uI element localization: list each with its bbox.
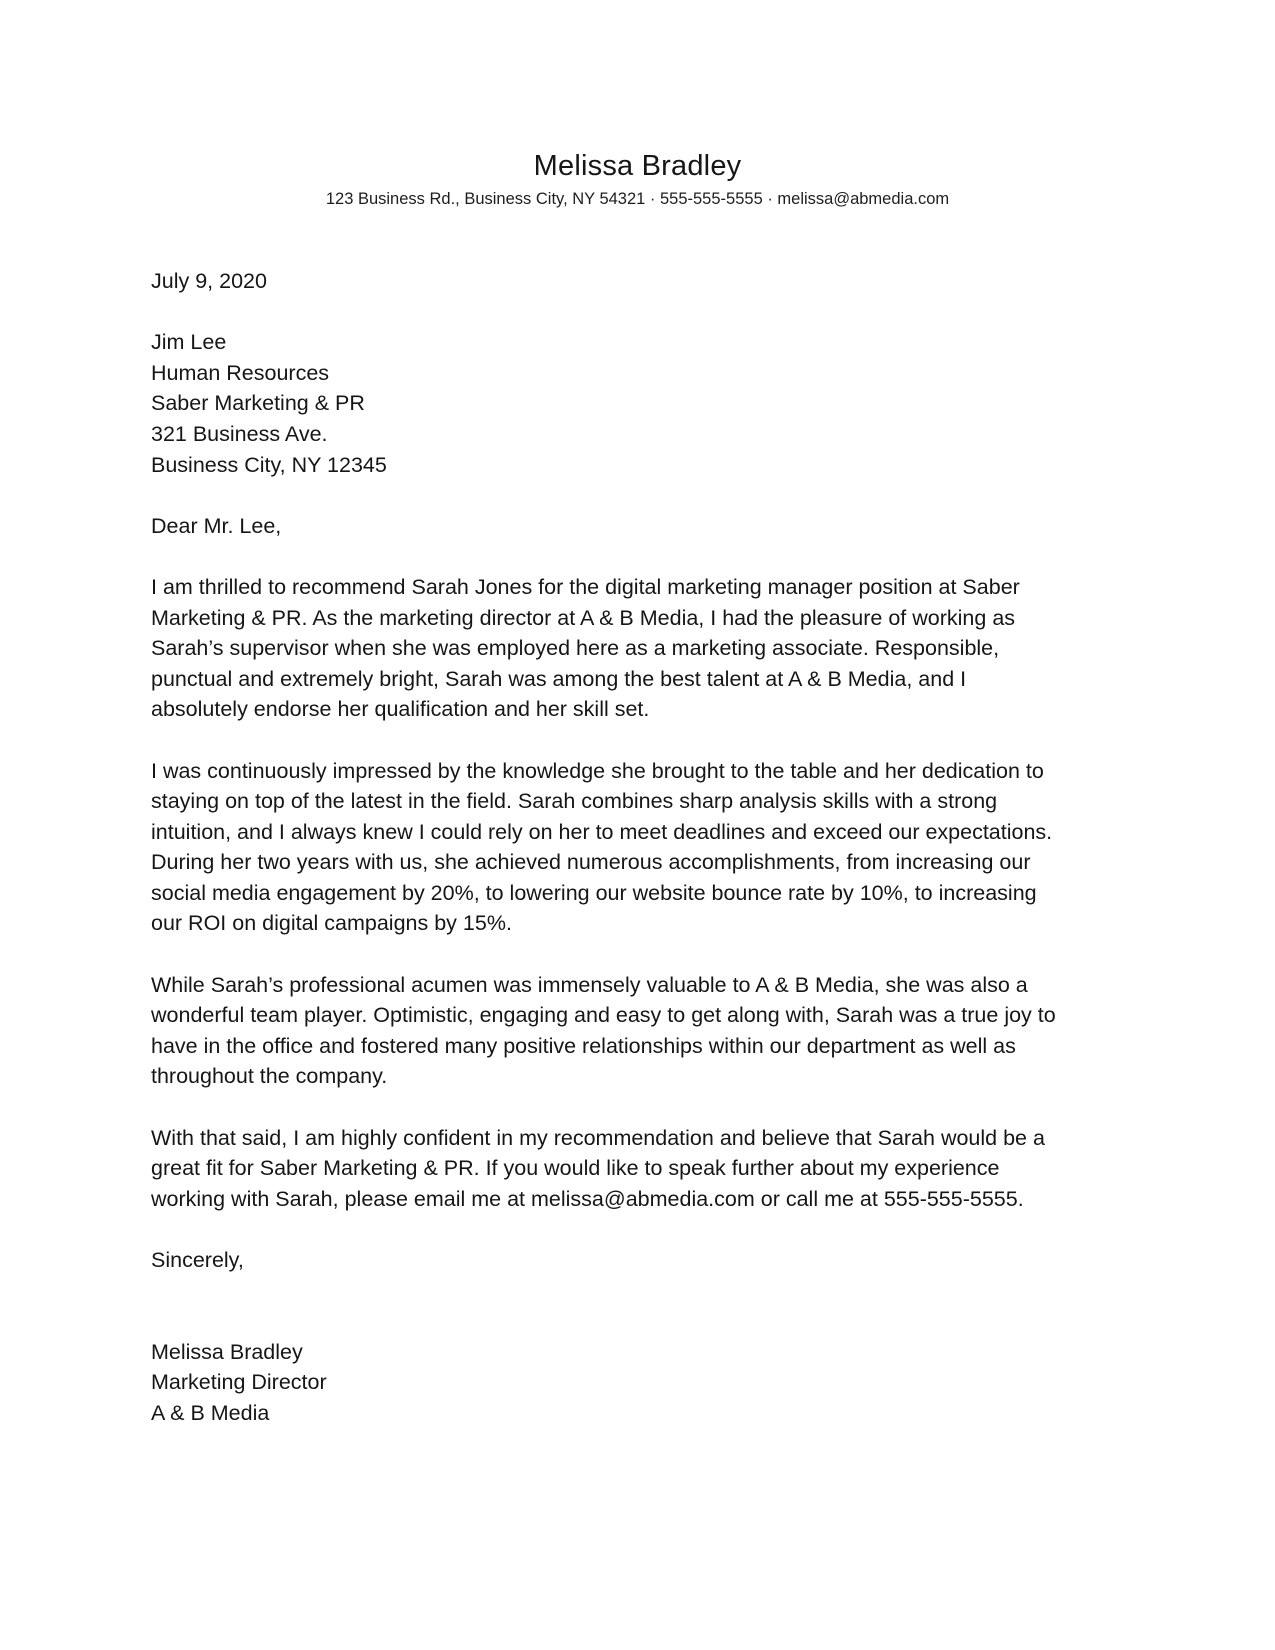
letter-date <box>151 266 1126 297</box>
closing-line: Sincerely, <box>151 1248 244 1272</box>
letter-body <box>151 266 1126 1428</box>
closing <box>151 1245 1126 1276</box>
recipient-line: Business City, NY 12345 <box>151 452 387 477</box>
paragraph-line: wonderful team player. Optimistic, engaging and easy to get along with, Sarah was a true joy to <box>151 1003 1056 1028</box>
paragraph-line: While Sarah’s professional acumen was immensely valuable to A & B Media, she was also a <box>151 972 1028 997</box>
letterhead <box>0 148 1275 210</box>
paragraph-line: I was continuously impressed by the knowledge she brought to the table and her dedication to <box>151 758 1044 783</box>
paragraph-line: punctual and extremely bright, Sarah was among the best talent at A & B Media, and I <box>151 666 967 691</box>
paragraph-line: Sarah’s supervisor when she was employed here as a marketing associate. Responsible, <box>151 636 1000 661</box>
paragraph-line: great fit for Saber Marketing & PR. If you would like to speak further about my experience <box>151 1156 1000 1181</box>
paragraph-line: social media engagement by 20%, to lowering our website bounce rate by 10%, to increasing <box>151 880 1037 905</box>
paragraph-line: our ROI on digital campaigns by 15%. <box>151 911 512 936</box>
paragraph-1 <box>151 572 1126 725</box>
paragraph-line: intuition, and I always knew I could rely on her to meet deadlines and exceed our expectations. <box>151 819 1053 844</box>
date-line: July 9, 2020 <box>151 269 267 293</box>
paragraph-2 <box>151 756 1126 940</box>
paragraph-line: have in the office and fostered many positive relationships within our department as well as <box>151 1033 1016 1058</box>
salutation <box>151 511 1126 542</box>
recipient-line: 321 Business Ave. <box>151 421 328 446</box>
recipient-line: Human Resources <box>151 360 330 385</box>
sender-name-heading: Melissa Bradley <box>533 150 742 182</box>
recipient-line: Jim Lee <box>151 330 227 355</box>
paragraph-line: working with Sarah, please email me at melissa@abmedia.com or call me at 555-555-5555. <box>151 1186 1024 1211</box>
paragraph-4 <box>151 1123 1126 1215</box>
paragraph-line: With that said, I am highly confident in my recommendation and believe that Sarah would be a <box>151 1125 1045 1150</box>
salutation-line: Dear Mr. Lee, <box>151 513 282 538</box>
signature-line: A & B Media <box>151 1400 270 1425</box>
signature-line: Melissa Bradley <box>151 1339 303 1364</box>
paragraph-line: absolutely endorse her qualification and her skill set. <box>151 697 650 722</box>
paragraph-3 <box>151 970 1126 1092</box>
recipient-line: Saber Marketing & PR <box>151 391 365 416</box>
paragraph-line: I am thrilled to recommend Sarah Jones for the digital marketing manager position at Saber <box>151 574 1020 599</box>
paragraph-line: During her two years with us, she achieved numerous accomplishments, from increasing our <box>151 850 1031 875</box>
paragraph-line: Marketing & PR. As the marketing director at A & B Media, I had the pleasure of working as <box>151 605 1016 630</box>
paragraph-line: staying on top of the latest in the field. Sarah combines sharp analysis skills with a strong <box>151 789 998 814</box>
recipient-address <box>151 327 1126 480</box>
sender-contact-line: 123 Business Rd., Business City, NY 54321 · 555-555-5555 · melissa@abmedia.com <box>325 190 950 208</box>
signature-line: Marketing Director <box>151 1370 327 1395</box>
signature-block <box>151 1337 1126 1429</box>
paragraph-line: throughout the company. <box>151 1064 388 1089</box>
